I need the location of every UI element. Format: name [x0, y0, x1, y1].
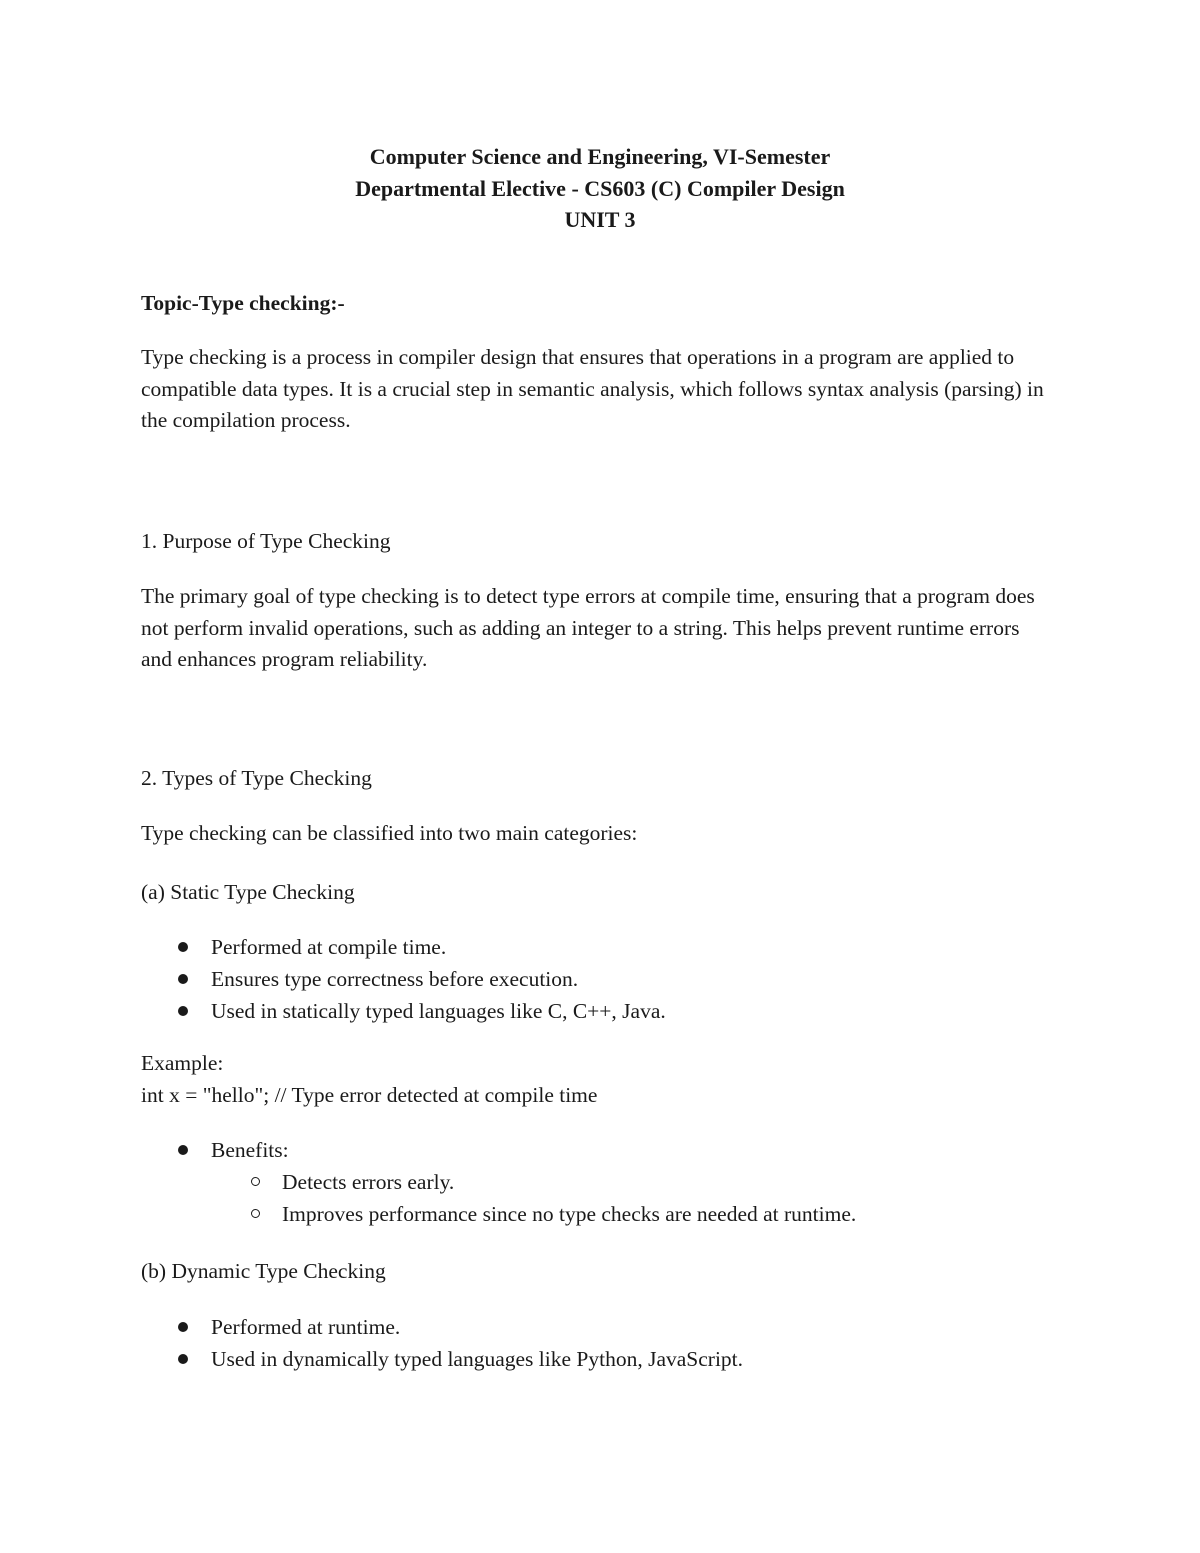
dynamic-heading: (b) Dynamic Type Checking: [141, 1259, 386, 1283]
topic-heading: Topic-Type checking:-: [141, 291, 345, 315]
example-label: Example:: [141, 1051, 224, 1075]
list-item: Performed at compile time.: [141, 931, 666, 963]
bullet-icon: [178, 974, 188, 984]
hollow-bullet-icon: [251, 1209, 260, 1218]
section-2-intro: Type checking can be classified into two main categories:: [141, 821, 638, 845]
hollow-bullet-icon: [251, 1177, 260, 1186]
section-1-body: The primary goal of type checking is to detect type errors at compile time, ensuring that a program does not perform invalid operations, such as adding an integer to a string. This helps prevent runtime errors and enhances program reliability.: [141, 584, 1035, 671]
list-item: Used in statically typed languages like C, C++, Java.: [141, 995, 666, 1027]
header-line-1: Computer Science and Engineering, VI-Semester: [369, 144, 831, 169]
static-heading: (a) Static Type Checking: [141, 880, 355, 904]
list-item: Improves performance since no type checks are needed at runtime.: [141, 1198, 856, 1230]
header-line-3: UNIT 3: [564, 207, 636, 232]
static-bullet-list: [141, 931, 666, 1027]
list-item: Detects errors early.: [141, 1166, 856, 1198]
bullet-icon: [178, 1145, 188, 1155]
document-header: [0, 141, 1200, 236]
bullet-icon: [178, 1006, 188, 1016]
list-item: Used in dynamically typed languages like Python, JavaScript.: [141, 1343, 743, 1375]
list-item: Benefits:: [141, 1134, 289, 1166]
bullet-icon: [178, 1354, 188, 1364]
benefits-list: [141, 1134, 289, 1166]
bullet-icon: [178, 942, 188, 952]
header-line-2: Departmental Elective - CS603 (C) Compiler Design: [355, 175, 845, 201]
example-code: int x = "hello"; // Type error detected at compile time: [141, 1083, 598, 1107]
list-item: Ensures type correctness before execution.: [141, 963, 666, 995]
dynamic-bullet-list: [141, 1311, 743, 1375]
section-2-heading: 2. Types of Type Checking: [141, 766, 372, 790]
bullet-icon: [178, 1322, 188, 1332]
section-1-heading: 1. Purpose of Type Checking: [141, 529, 391, 553]
list-item: Performed at runtime.: [141, 1311, 743, 1343]
intro-paragraph: Type checking is a process in compiler design that ensures that operations in a program are applied to compatible data types. It is a crucial step in semantic analysis, which follows syntax analysis (parsing) in the compilation process.: [141, 345, 1044, 432]
benefits-sub-list: [141, 1166, 856, 1230]
